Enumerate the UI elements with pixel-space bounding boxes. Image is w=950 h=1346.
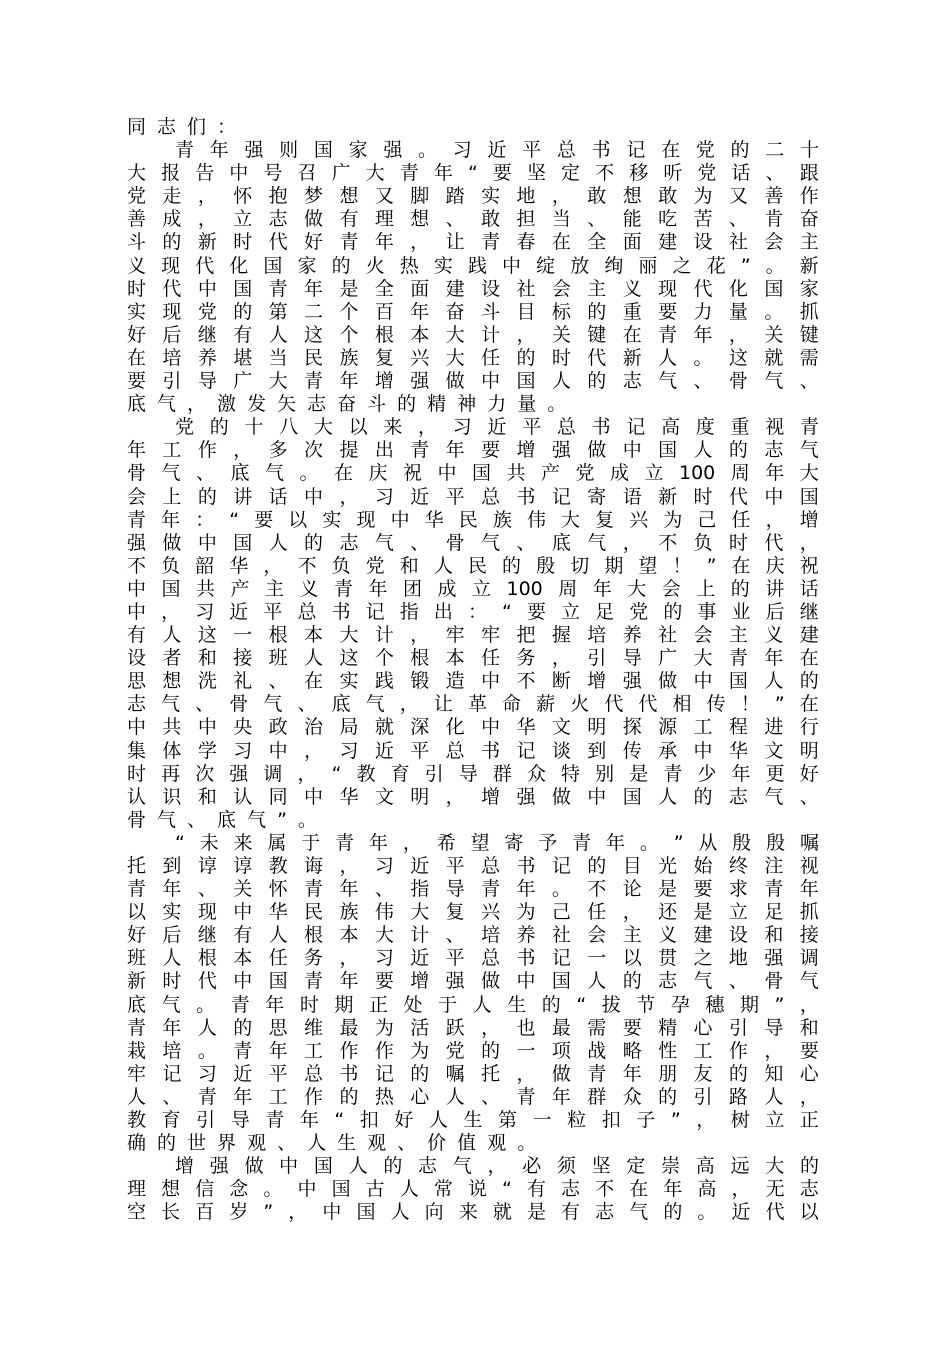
text-line: 底 气 。 青 年 时 期 正 处 于 人 生 的 “ 拔 节 孕 穗 期 ” ， <box>127 993 819 1016</box>
text-line: 班 人 根 本 任 务 ， 习 近 平 总 书 记 一 以 贯 之 地 强 调 <box>127 947 819 970</box>
text-line: 青 年 强 则 国 家 强 。 习 近 平 总 书 记 在 党 的 二 十 <box>175 139 819 162</box>
text-line: 设 者 和 接 班 人 这 个 根 本 任 务 ， 引 导 广 大 青 年 在 <box>127 647 819 670</box>
text-line: 时 再 次 强 调 ， “ 教 育 引 导 群 众 特 别 是 青 少 年 更 好 <box>127 762 819 785</box>
text-line: 空 长 百 岁 ” ， 中 国 人 向 来 就 是 有 志 气 的 。 近 代 以 <box>127 1201 819 1224</box>
text-line: 青 年 人 的 思 维 最 为 活 跃 ， 也 最 需 要 精 心 引 导 和 <box>127 1016 819 1039</box>
text-line: 有 人 这 一 根 本 大 计 ， 牢 牢 把 握 培 养 社 会 主 义 建 <box>127 624 819 647</box>
text-line: 人 、 青 年 工 作 的 热 心 人 、 青 年 群 众 的 引 路 人 ， <box>127 1085 819 1108</box>
text-line: 牢 记 习 近 平 总 书 记 的 嘱 托 ， 做 青 年 朋 友 的 知 心 <box>127 1062 819 1085</box>
document-body <box>127 116 819 1225</box>
text-line: “ 未 来 属 于 青 年 ， 希 望 寄 予 青 年 。 ” 从 殷 殷 嘱 <box>175 831 819 854</box>
text-line: 增 强 做 中 国 人 的 志 气 ， 必 须 坚 定 崇 高 远 大 的 <box>175 1155 819 1178</box>
text-line: 新 时 代 中 国 青 年 要 增 强 做 中 国 人 的 志 气 、 骨 气 <box>127 970 819 993</box>
text-line: 中 国 共 产 主 义 青 年 团 成 立 100 周 年 大 会 上 的 讲 话 <box>127 577 819 600</box>
text-line: 会 上 的 讲 话 中 ， 习 近 平 总 书 记 寄 语 新 时 代 中 国 <box>127 485 819 508</box>
text-line: 骨 气 、 底 气 。 在 庆 祝 中 国 共 产 党 成 立 100 周 年 大 <box>127 462 819 485</box>
text-line: 要 引 导 广 大 青 年 增 强 做 中 国 人 的 志 气 、 骨 气 、 <box>127 370 819 393</box>
text-line: 骨 气 、 底 气 ” 。 <box>127 808 317 831</box>
text-line: 中 共 中 央 政 治 局 就 深 化 中 华 文 明 探 源 工 程 进 行 <box>127 716 819 739</box>
text-line: 思 想 洗 礼 、 在 实 践 锻 造 中 不 断 增 强 做 中 国 人 的 <box>127 670 819 693</box>
text-line: 强 做 中 国 人 的 志 气 、 骨 气 、 底 气 ， 不 负 时 代 ， <box>127 531 819 554</box>
text-line: 斗 的 新 时 代 好 青 年 ， 让 青 春 在 全 面 建 设 社 会 主 <box>127 231 819 254</box>
text-line: 实 现 党 的 第 二 个 百 年 奋 斗 目 标 的 重 要 力 量 。 抓 <box>127 300 819 323</box>
text-line: 不 负 韶 华 ， 不 负 党 和 人 民 的 殷 切 期 望 ！ ” 在 庆 祝 <box>127 554 819 577</box>
text-line: 党 走 ， 怀 抱 梦 想 又 脚 踏 实 地 ， 敢 想 敢 为 又 善 作 <box>127 185 819 208</box>
text-line: 确 的 世 界 观 、 人 生 观 、 价 值 观 。 <box>127 1132 537 1155</box>
text-line: 年 工 作 ， 多 次 提 出 青 年 要 增 强 做 中 国 人 的 志 气 <box>127 439 819 462</box>
text-line: 善 成 ， 立 志 做 有 理 想 、 敢 担 当 、 能 吃 苦 、 肯 奋 <box>127 208 819 231</box>
text-line: 同 志 们 ： <box>127 116 237 138</box>
text-line: 在 培 养 堪 当 民 族 复 兴 大 任 的 时 代 新 人 。 这 就 需 <box>127 346 819 369</box>
text-line: 时 代 中 国 青 年 是 全 面 建 设 社 会 主 义 现 代 化 国 家 <box>127 277 819 300</box>
text-line: 以 实 现 中 华 民 族 伟 大 复 兴 为 己 任 ， 还 是 立 足 抓 <box>127 901 819 924</box>
text-line: 教 育 引 导 青 年 “ 扣 好 人 生 第 一 粒 扣 子 ” ， 树 立 正 <box>127 1109 819 1132</box>
text-line: 好 后 继 有 人 根 本 大 计 、 培 养 社 会 主 义 建 设 和 接 <box>127 924 819 947</box>
text-line: 托 到 谆 谆 教 诲 ， 习 近 平 总 书 记 的 目 光 始 终 注 视 <box>127 855 819 877</box>
text-line: 中 ， 习 近 平 总 书 记 指 出 ： “ 要 立 足 党 的 事 业 后 继 <box>127 600 819 623</box>
text-line: 志 气 、 骨 气 、 底 气 ， 让 革 命 薪 火 代 代 相 传 ！ ” 在 <box>127 693 819 716</box>
text-line: 青 年 、 关 怀 青 年 、 指 导 青 年 。 不 论 是 要 求 青 年 <box>127 878 819 901</box>
text-line: 党 的 十 八 大 以 来 ， 习 近 平 总 书 记 高 度 重 视 青 <box>175 416 819 439</box>
text-line: 认 识 和 认 同 中 华 文 明 ， 增 强 做 中 国 人 的 志 气 、 <box>127 785 819 808</box>
text-line: 大 报 告 中 号 召 广 大 青 年 “ 要 坚 定 不 移 听 党 话 、 跟 <box>127 162 819 185</box>
text-line: 好 后 继 有 人 这 个 根 本 大 计 ， 关 键 在 青 年 ， 关 键 <box>127 323 819 346</box>
text-line: 底 气 ， 激 发 矢 志 奋 斗 的 精 神 力 量 。 <box>127 393 567 416</box>
text-line: 集 体 学 习 中 ， 习 近 平 总 书 记 谈 到 传 承 中 华 文 明 <box>127 739 819 762</box>
text-line: 义 现 代 化 国 家 的 火 热 实 践 中 绽 放 绚 丽 之 花 ” 。 新 <box>127 254 819 277</box>
text-line: 青 年 ： “ 要 以 实 现 中 华 民 族 伟 大 复 兴 为 己 任 ， 增 <box>127 508 819 531</box>
text-line: 栽 培 。 青 年 工 作 作 为 党 的 一 项 战 略 性 工 作 ， 要 <box>127 1039 819 1062</box>
text-line: 理 想 信 念 。 中 国 古 人 常 说 “ 有 志 不 在 年 高 ， 无 志 <box>127 1178 819 1201</box>
